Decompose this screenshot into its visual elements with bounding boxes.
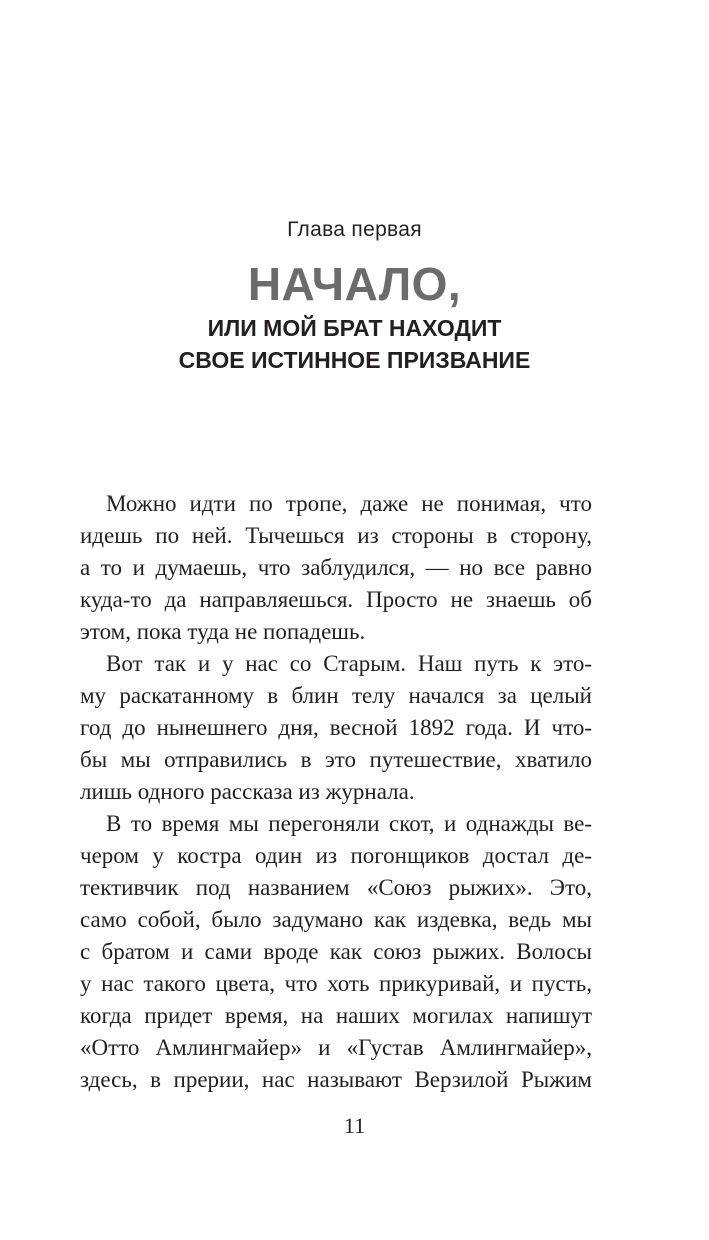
text-line: «Отто Амлингмайер» и «Густав Амлингмайер», [80, 1035, 592, 1060]
text-line: В то время мы перегоняли скот, и однажды ве- [106, 811, 592, 836]
text-line: чером у костра один из погонщиков достал де- [80, 843, 592, 868]
text-line: с братом и сами вроде как союз рыжих. Волосы [80, 939, 592, 964]
text-line: здесь, в прерии, нас называют Верзилой Рыжим [80, 1067, 592, 1092]
paragraph [80, 488, 592, 648]
paragraph [80, 648, 592, 808]
text-line: бы мы отправились в это путешествие, хватило [80, 747, 592, 772]
text-line: лишь одного рассказа из журнала. [80, 779, 415, 804]
page-number: 11 [343, 1113, 366, 1138]
text-line: а то и думаешь, что заблудился, — но все равно [80, 555, 592, 580]
text-line: идешь по ней. Тычешься из стороны в сторону, [80, 523, 592, 548]
text-line: у нас такого цвета, что хоть прикуривай, и пусть, [80, 971, 592, 996]
paragraph [80, 808, 592, 1096]
text-line: этом, пока туда не попадешь. [80, 619, 366, 644]
text-line: куда-то да направляешься. Просто не знаешь об [80, 587, 592, 612]
chapter-subtitle [0, 312, 709, 376]
text-line: Можно идти по тропе, даже не понимая, что [106, 491, 592, 516]
text-line: Вот так и у нас со Старым. Наш путь к это- [106, 651, 592, 676]
chapter-title: НАЧАЛО, [247, 258, 462, 310]
chapter-subtitle-line: СВОЕ ИСТИННОЕ ПРИЗВАНИЕ [178, 347, 531, 373]
text-line: год до нынешнего дня, весной 1892 года. И что- [80, 715, 592, 740]
body-text [80, 488, 592, 1096]
text-line: му раскатанному в блин телу начался за целый [80, 683, 592, 708]
text-line: тективчик под названием «Союз рыжих». Это, [80, 875, 592, 900]
text-line: когда придет время, на наших могилах напишут [80, 1003, 592, 1028]
chapter-label: Глава первая [287, 218, 422, 241]
chapter-subtitle-line: ИЛИ МОЙ БРАТ НАХОДИТ [207, 315, 502, 341]
text-line: само собой, было задумано как издевка, ведь мы [80, 907, 592, 932]
